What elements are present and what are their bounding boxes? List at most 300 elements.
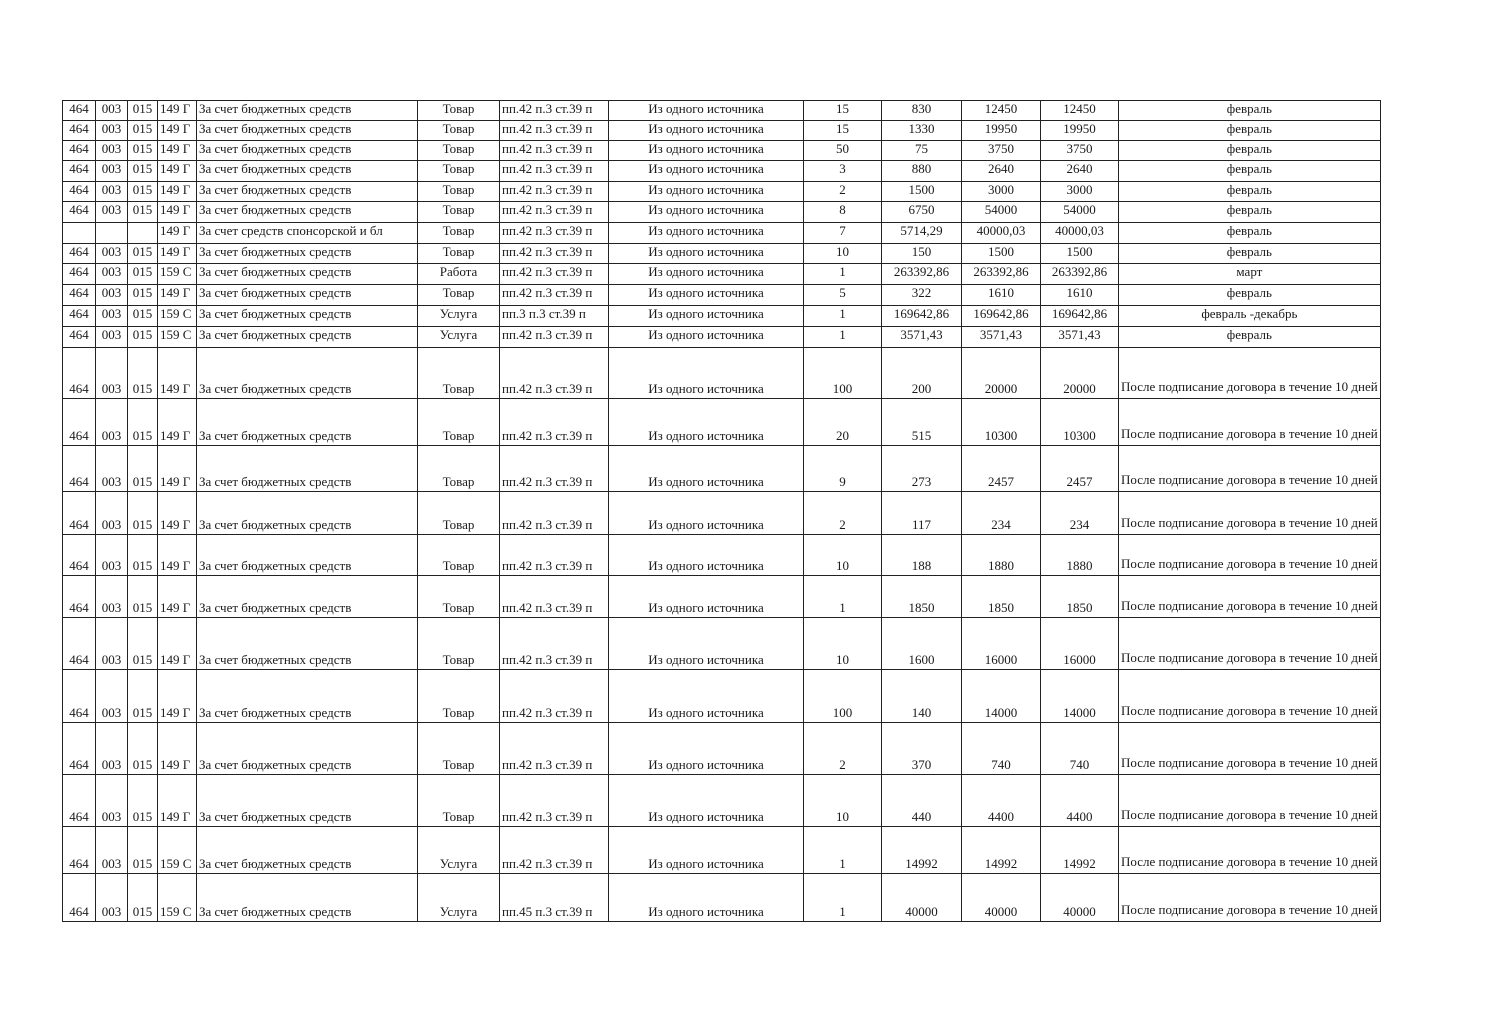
- amount-planned-cell: 54000: [1041, 202, 1119, 223]
- quantity-cell: 10: [804, 775, 882, 827]
- unit-price-cell: 830: [882, 101, 962, 121]
- amount-cell: 19950: [962, 121, 1041, 141]
- delivery-period-cell: После подписание договора в течение 10 дней: [1119, 399, 1381, 446]
- delivery-period-cell: После подписание договора в течение 10 дней: [1119, 576, 1381, 618]
- amount-planned-cell: 16000: [1041, 618, 1119, 670]
- legal-basis-cell: пп.42 п.3 ст.39 п: [500, 827, 609, 874]
- code-column-1: 464: [63, 244, 96, 264]
- code-column-1: 464: [63, 306, 96, 327]
- unit-price-cell: 273: [882, 446, 962, 492]
- code-column-1: 464: [63, 182, 96, 202]
- legal-basis-cell: пп.42 п.3 ст.39 п: [500, 223, 609, 244]
- delivery-period-cell: февраль: [1119, 285, 1381, 306]
- delivery-period-cell: февраль: [1119, 141, 1381, 161]
- amount-cell: 1500: [962, 244, 1041, 264]
- code-column-3: 015: [128, 264, 158, 285]
- procurement-table: [62, 100, 1381, 922]
- unit-price-cell: 3571,43: [882, 327, 962, 348]
- amount-planned-cell: 14992: [1041, 827, 1119, 874]
- procurement-subject-cell: Услуга: [418, 827, 500, 874]
- code-column-2: 003: [96, 446, 128, 492]
- delivery-period-cell: февраль: [1119, 244, 1381, 264]
- procurement-subject-cell: Товар: [418, 775, 500, 827]
- table-row: [63, 327, 1381, 348]
- code-column-2: 003: [96, 121, 128, 141]
- unit-price-cell: 6750: [882, 202, 962, 223]
- funding-source-cell: За счет бюджетных средств: [197, 141, 418, 161]
- amount-cell: 14992: [962, 827, 1041, 874]
- funding-source-cell: За счет бюджетных средств: [197, 446, 418, 492]
- amount-planned-cell: 3750: [1041, 141, 1119, 161]
- code-column-4: 149 Г: [158, 121, 197, 141]
- unit-price-cell: 880: [882, 161, 962, 182]
- procurement-method-cell: Из одного источника: [609, 576, 804, 618]
- code-column-4: 159 С: [158, 306, 197, 327]
- quantity-cell: 7: [804, 223, 882, 244]
- funding-source-cell: За счет бюджетных средств: [197, 874, 418, 922]
- amount-planned-cell: 10300: [1041, 399, 1119, 446]
- funding-source-cell: За счет бюджетных средств: [197, 618, 418, 670]
- code-column-1: 464: [63, 141, 96, 161]
- quantity-cell: 10: [804, 535, 882, 576]
- code-column-1: 464: [63, 285, 96, 306]
- procurement-plan-sheet: [62, 100, 1381, 922]
- code-column-3: 015: [128, 576, 158, 618]
- unit-price-cell: 1850: [882, 576, 962, 618]
- code-column-3: [128, 223, 158, 244]
- code-column-2: 003: [96, 618, 128, 670]
- amount-planned-cell: 1880: [1041, 535, 1119, 576]
- code-column-1: 464: [63, 399, 96, 446]
- legal-basis-cell: пп.42 п.3 ст.39 п: [500, 182, 609, 202]
- delivery-period-cell: февраль: [1119, 327, 1381, 348]
- funding-source-cell: За счет бюджетных средств: [197, 399, 418, 446]
- code-column-1: 464: [63, 348, 96, 399]
- code-column-2: 003: [96, 492, 128, 535]
- funding-source-cell: За счет бюджетных средств: [197, 827, 418, 874]
- procurement-subject-cell: Товар: [418, 723, 500, 775]
- procurement-subject-cell: Услуга: [418, 327, 500, 348]
- funding-source-cell: За счет бюджетных средств: [197, 327, 418, 348]
- quantity-cell: 2: [804, 492, 882, 535]
- code-column-2: 003: [96, 285, 128, 306]
- amount-planned-cell: 234: [1041, 492, 1119, 535]
- procurement-subject-cell: Товар: [418, 182, 500, 202]
- table-row: [63, 202, 1381, 223]
- unit-price-cell: 40000: [882, 874, 962, 922]
- code-column-3: 015: [128, 161, 158, 182]
- procurement-subject-cell: Товар: [418, 399, 500, 446]
- quantity-cell: 1: [804, 827, 882, 874]
- quantity-cell: 10: [804, 618, 882, 670]
- legal-basis-cell: пп.42 п.3 ст.39 п: [500, 670, 609, 723]
- code-column-4: 149 Г: [158, 618, 197, 670]
- table-row: [63, 775, 1381, 827]
- code-column-2: [96, 223, 128, 244]
- code-column-3: 015: [128, 446, 158, 492]
- table-row: [63, 285, 1381, 306]
- unit-price-cell: 75: [882, 141, 962, 161]
- procurement-subject-cell: Товар: [418, 101, 500, 121]
- unit-price-cell: 1600: [882, 618, 962, 670]
- quantity-cell: 100: [804, 348, 882, 399]
- code-column-4: 149 Г: [158, 348, 197, 399]
- delivery-period-cell: февраль: [1119, 182, 1381, 202]
- amount-planned-cell: 14000: [1041, 670, 1119, 723]
- quantity-cell: 5: [804, 285, 882, 306]
- procurement-subject-cell: Товар: [418, 121, 500, 141]
- code-column-2: 003: [96, 101, 128, 121]
- amount-cell: 4400: [962, 775, 1041, 827]
- amount-planned-cell: 2457: [1041, 446, 1119, 492]
- code-column-4: 149 Г: [158, 244, 197, 264]
- code-column-4: 159 С: [158, 874, 197, 922]
- amount-planned-cell: 740: [1041, 723, 1119, 775]
- amount-cell: 10300: [962, 399, 1041, 446]
- table-body: [63, 101, 1381, 922]
- legal-basis-cell: пп.45 п.3 ст.39 п: [500, 874, 609, 922]
- code-column-2: 003: [96, 775, 128, 827]
- delivery-period-cell: февраль: [1119, 101, 1381, 121]
- funding-source-cell: За счет бюджетных средств: [197, 202, 418, 223]
- amount-planned-cell: 3000: [1041, 182, 1119, 202]
- amount-planned-cell: 40000: [1041, 874, 1119, 922]
- unit-price-cell: 150: [882, 244, 962, 264]
- funding-source-cell: За счет бюджетных средств: [197, 348, 418, 399]
- code-column-4: 159 С: [158, 264, 197, 285]
- unit-price-cell: 188: [882, 535, 962, 576]
- legal-basis-cell: пп.42 п.3 ст.39 п: [500, 348, 609, 399]
- code-column-3: 015: [128, 306, 158, 327]
- code-column-3: 015: [128, 535, 158, 576]
- delivery-period-cell: февраль: [1119, 202, 1381, 223]
- unit-price-cell: 117: [882, 492, 962, 535]
- code-column-3: 015: [128, 827, 158, 874]
- unit-price-cell: 322: [882, 285, 962, 306]
- amount-cell: 3571,43: [962, 327, 1041, 348]
- amount-cell: 40000: [962, 874, 1041, 922]
- procurement-method-cell: Из одного источника: [609, 874, 804, 922]
- procurement-method-cell: Из одного источника: [609, 306, 804, 327]
- code-column-3: 015: [128, 141, 158, 161]
- code-column-1: 464: [63, 576, 96, 618]
- code-column-1: 464: [63, 874, 96, 922]
- legal-basis-cell: пп.42 п.3 ст.39 п: [500, 101, 609, 121]
- amount-cell: 740: [962, 723, 1041, 775]
- code-column-2: 003: [96, 348, 128, 399]
- table-row: [63, 121, 1381, 141]
- delivery-period-cell: февраль -декабрь: [1119, 306, 1381, 327]
- amount-cell: 1610: [962, 285, 1041, 306]
- table-row: [63, 446, 1381, 492]
- procurement-subject-cell: Товар: [418, 492, 500, 535]
- funding-source-cell: За счет средств спонсорской и бл: [197, 223, 418, 244]
- legal-basis-cell: пп.42 п.3 ст.39 п: [500, 535, 609, 576]
- funding-source-cell: За счет бюджетных средств: [197, 306, 418, 327]
- funding-source-cell: За счет бюджетных средств: [197, 244, 418, 264]
- procurement-method-cell: Из одного источника: [609, 182, 804, 202]
- code-column-1: 464: [63, 264, 96, 285]
- funding-source-cell: За счет бюджетных средств: [197, 576, 418, 618]
- code-column-2: 003: [96, 399, 128, 446]
- delivery-period-cell: После подписание договора в течение 10 дней: [1119, 670, 1381, 723]
- legal-basis-cell: пп.42 п.3 ст.39 п: [500, 775, 609, 827]
- procurement-method-cell: Из одного источника: [609, 492, 804, 535]
- delivery-period-cell: После подписание договора в течение 10 дней: [1119, 827, 1381, 874]
- code-column-2: 003: [96, 576, 128, 618]
- quantity-cell: 15: [804, 121, 882, 141]
- quantity-cell: 15: [804, 101, 882, 121]
- table-row: [63, 535, 1381, 576]
- code-column-3: 015: [128, 775, 158, 827]
- procurement-subject-cell: Товар: [418, 618, 500, 670]
- procurement-subject-cell: Услуга: [418, 874, 500, 922]
- procurement-method-cell: Из одного источника: [609, 446, 804, 492]
- procurement-method-cell: Из одного источника: [609, 775, 804, 827]
- code-column-1: 464: [63, 723, 96, 775]
- amount-cell: 2457: [962, 446, 1041, 492]
- legal-basis-cell: пп.42 п.3 ст.39 п: [500, 618, 609, 670]
- unit-price-cell: 140: [882, 670, 962, 723]
- procurement-subject-cell: Товар: [418, 244, 500, 264]
- quantity-cell: 3: [804, 161, 882, 182]
- code-column-1: 464: [63, 535, 96, 576]
- table-row: [63, 399, 1381, 446]
- code-column-2: 003: [96, 306, 128, 327]
- procurement-method-cell: Из одного источника: [609, 264, 804, 285]
- code-column-3: 015: [128, 285, 158, 306]
- code-column-3: 015: [128, 327, 158, 348]
- code-column-1: 464: [63, 775, 96, 827]
- legal-basis-cell: пп.42 п.3 ст.39 п: [500, 492, 609, 535]
- funding-source-cell: За счет бюджетных средств: [197, 670, 418, 723]
- code-column-3: 015: [128, 492, 158, 535]
- legal-basis-cell: пп.42 п.3 ст.39 п: [500, 399, 609, 446]
- code-column-4: 149 Г: [158, 182, 197, 202]
- amount-planned-cell: 12450: [1041, 101, 1119, 121]
- amount-cell: 234: [962, 492, 1041, 535]
- code-column-3: 015: [128, 244, 158, 264]
- legal-basis-cell: пп.42 п.3 ст.39 п: [500, 446, 609, 492]
- procurement-subject-cell: Работа: [418, 264, 500, 285]
- procurement-method-cell: Из одного источника: [609, 285, 804, 306]
- quantity-cell: 9: [804, 446, 882, 492]
- quantity-cell: 1: [804, 264, 882, 285]
- procurement-method-cell: Из одного источника: [609, 141, 804, 161]
- code-column-4: 149 Г: [158, 161, 197, 182]
- amount-planned-cell: 263392,86: [1041, 264, 1119, 285]
- code-column-3: 015: [128, 399, 158, 446]
- legal-basis-cell: пп.42 п.3 ст.39 п: [500, 576, 609, 618]
- procurement-method-cell: Из одного источника: [609, 618, 804, 670]
- code-column-3: 015: [128, 723, 158, 775]
- amount-planned-cell: 169642,86: [1041, 306, 1119, 327]
- quantity-cell: 10: [804, 244, 882, 264]
- code-column-4: 149 Г: [158, 775, 197, 827]
- code-column-4: 149 Г: [158, 723, 197, 775]
- unit-price-cell: 1500: [882, 182, 962, 202]
- code-column-2: 003: [96, 141, 128, 161]
- unit-price-cell: 263392,86: [882, 264, 962, 285]
- procurement-subject-cell: Услуга: [418, 306, 500, 327]
- procurement-subject-cell: Товар: [418, 535, 500, 576]
- code-column-4: 149 Г: [158, 285, 197, 306]
- legal-basis-cell: пп.42 п.3 ст.39 п: [500, 141, 609, 161]
- code-column-4: 149 Г: [158, 101, 197, 121]
- unit-price-cell: 14992: [882, 827, 962, 874]
- procurement-method-cell: Из одного источника: [609, 399, 804, 446]
- delivery-period-cell: После подписание договора в течение 10 дней: [1119, 446, 1381, 492]
- legal-basis-cell: пп.42 п.3 ст.39 п: [500, 285, 609, 306]
- funding-source-cell: За счет бюджетных средств: [197, 121, 418, 141]
- table-row: [63, 141, 1381, 161]
- code-column-2: 003: [96, 827, 128, 874]
- table-row: [63, 618, 1381, 670]
- funding-source-cell: За счет бюджетных средств: [197, 182, 418, 202]
- table-row: [63, 101, 1381, 121]
- code-column-2: 003: [96, 202, 128, 223]
- amount-planned-cell: 19950: [1041, 121, 1119, 141]
- legal-basis-cell: пп.42 п.3 ст.39 п: [500, 327, 609, 348]
- amount-planned-cell: 4400: [1041, 775, 1119, 827]
- amount-cell: 3000: [962, 182, 1041, 202]
- procurement-method-cell: Из одного источника: [609, 348, 804, 399]
- funding-source-cell: За счет бюджетных средств: [197, 264, 418, 285]
- amount-planned-cell: 1610: [1041, 285, 1119, 306]
- unit-price-cell: 5714,29: [882, 223, 962, 244]
- legal-basis-cell: пп.3 п.3 ст.39 п: [500, 306, 609, 327]
- quantity-cell: 50: [804, 141, 882, 161]
- code-column-3: 015: [128, 348, 158, 399]
- code-column-1: 464: [63, 202, 96, 223]
- code-column-1: 464: [63, 121, 96, 141]
- procurement-subject-cell: Товар: [418, 446, 500, 492]
- procurement-method-cell: Из одного источника: [609, 101, 804, 121]
- code-column-3: 015: [128, 121, 158, 141]
- delivery-period-cell: февраль: [1119, 223, 1381, 244]
- unit-price-cell: 370: [882, 723, 962, 775]
- legal-basis-cell: пп.42 п.3 ст.39 п: [500, 202, 609, 223]
- code-column-3: 015: [128, 101, 158, 121]
- quantity-cell: 1: [804, 576, 882, 618]
- delivery-period-cell: февраль: [1119, 161, 1381, 182]
- amount-cell: 1850: [962, 576, 1041, 618]
- code-column-2: 003: [96, 535, 128, 576]
- procurement-method-cell: Из одного источника: [609, 161, 804, 182]
- code-column-2: 003: [96, 244, 128, 264]
- funding-source-cell: За счет бюджетных средств: [197, 535, 418, 576]
- procurement-subject-cell: Товар: [418, 161, 500, 182]
- legal-basis-cell: пп.42 п.3 ст.39 п: [500, 121, 609, 141]
- code-column-1: 464: [63, 161, 96, 182]
- code-column-4: 149 Г: [158, 576, 197, 618]
- quantity-cell: 8: [804, 202, 882, 223]
- amount-cell: 40000,03: [962, 223, 1041, 244]
- code-column-2: 003: [96, 264, 128, 285]
- delivery-period-cell: После подписание договора в течение 10 дней: [1119, 874, 1381, 922]
- table-row: [63, 182, 1381, 202]
- code-column-4: 149 Г: [158, 202, 197, 223]
- unit-price-cell: 169642,86: [882, 306, 962, 327]
- procurement-method-cell: Из одного источника: [609, 121, 804, 141]
- code-column-2: 003: [96, 327, 128, 348]
- code-column-1: 464: [63, 618, 96, 670]
- procurement-subject-cell: Товар: [418, 202, 500, 223]
- code-column-4: 149 Г: [158, 399, 197, 446]
- table-row: [63, 306, 1381, 327]
- delivery-period-cell: После подписание договора в течение 10 дней: [1119, 618, 1381, 670]
- procurement-method-cell: Из одного источника: [609, 670, 804, 723]
- amount-cell: 1880: [962, 535, 1041, 576]
- amount-planned-cell: 20000: [1041, 348, 1119, 399]
- delivery-period-cell: После подписание договора в течение 10 дней: [1119, 492, 1381, 535]
- code-column-4: 159 С: [158, 827, 197, 874]
- amount-cell: 16000: [962, 618, 1041, 670]
- code-column-1: [63, 223, 96, 244]
- procurement-subject-cell: Товар: [418, 141, 500, 161]
- quantity-cell: 20: [804, 399, 882, 446]
- table-row: [63, 874, 1381, 922]
- quantity-cell: 100: [804, 670, 882, 723]
- table-row: [63, 670, 1381, 723]
- table-row: [63, 827, 1381, 874]
- delivery-period-cell: После подписание договора в течение 10 дней: [1119, 535, 1381, 576]
- amount-cell: 263392,86: [962, 264, 1041, 285]
- delivery-period-cell: После подписание договора в течение 10 дней: [1119, 348, 1381, 399]
- amount-planned-cell: 40000,03: [1041, 223, 1119, 244]
- legal-basis-cell: пп.42 п.3 ст.39 п: [500, 264, 609, 285]
- code-column-4: 149 Г: [158, 141, 197, 161]
- amount-cell: 20000: [962, 348, 1041, 399]
- code-column-4: 149 Г: [158, 446, 197, 492]
- funding-source-cell: За счет бюджетных средств: [197, 161, 418, 182]
- code-column-4: 159 С: [158, 327, 197, 348]
- legal-basis-cell: пп.42 п.3 ст.39 п: [500, 161, 609, 182]
- procurement-method-cell: Из одного источника: [609, 723, 804, 775]
- unit-price-cell: 1330: [882, 121, 962, 141]
- amount-planned-cell: 3571,43: [1041, 327, 1119, 348]
- code-column-1: 464: [63, 827, 96, 874]
- funding-source-cell: За счет бюджетных средств: [197, 101, 418, 121]
- quantity-cell: 1: [804, 327, 882, 348]
- unit-price-cell: 515: [882, 399, 962, 446]
- amount-planned-cell: 1850: [1041, 576, 1119, 618]
- amount-planned-cell: 2640: [1041, 161, 1119, 182]
- code-column-2: 003: [96, 723, 128, 775]
- amount-cell: 54000: [962, 202, 1041, 223]
- amount-cell: 2640: [962, 161, 1041, 182]
- table-row: [63, 492, 1381, 535]
- code-column-1: 464: [63, 101, 96, 121]
- code-column-4: 149 Г: [158, 535, 197, 576]
- code-column-1: 464: [63, 446, 96, 492]
- amount-planned-cell: 1500: [1041, 244, 1119, 264]
- table-row: [63, 223, 1381, 244]
- amount-cell: 12450: [962, 101, 1041, 121]
- code-column-2: 003: [96, 182, 128, 202]
- amount-cell: 3750: [962, 141, 1041, 161]
- code-column-2: 003: [96, 161, 128, 182]
- delivery-period-cell: март: [1119, 264, 1381, 285]
- funding-source-cell: За счет бюджетных средств: [197, 492, 418, 535]
- funding-source-cell: За счет бюджетных средств: [197, 285, 418, 306]
- code-column-4: 149 Г: [158, 223, 197, 244]
- procurement-subject-cell: Товар: [418, 670, 500, 723]
- table-row: [63, 161, 1381, 182]
- code-column-4: 149 Г: [158, 670, 197, 723]
- code-column-3: 015: [128, 670, 158, 723]
- code-column-3: 015: [128, 618, 158, 670]
